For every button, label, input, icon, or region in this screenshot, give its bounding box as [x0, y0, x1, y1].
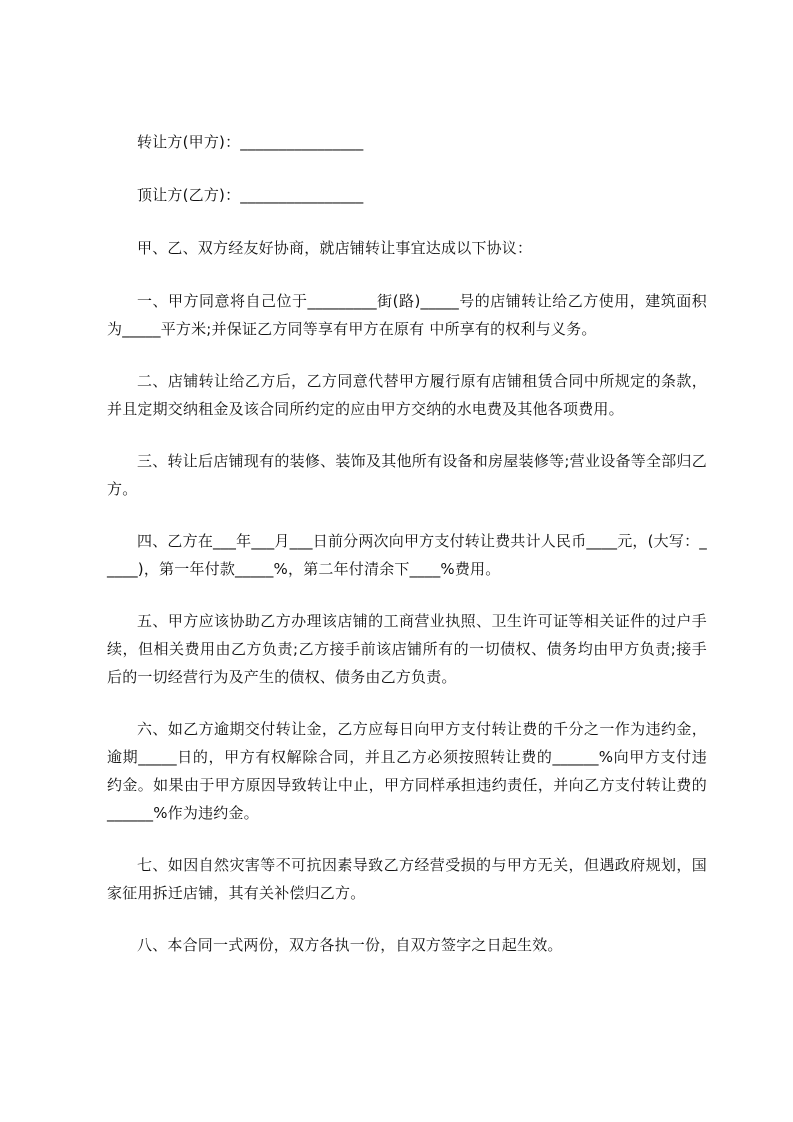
clause-2: 二、店铺转让给乙方后，乙方同意代替甲方履行原有店铺租赁合同中所规定的条款，并且定期交纳租金及该合同所约定的应由甲方交纳的水电费及其他各项费用。	[107, 372, 707, 418]
clause-1: 一、甲方同意将自己位于_________街(路)_____号的店铺转让给乙方使用，建筑面积为_____平方米;并保证乙方同等享有甲方在原有 中所享有的权利与义务。	[107, 292, 707, 338]
clause-6: 六、如乙方逾期交付转让金，乙方应每日向甲方支付转让费的千分之一作为违约金，逾期_____日的，甲方有权解除合同，并且乙方必须按照转让费的______%向甲方支付违约金。如果由于甲方原因导致转让中止，甲方同样承担违约责任，并向乙方支付转让费的______%作为违约金。	[107, 720, 707, 822]
agreement-intro: 甲、乙、双方经友好协商，就店铺转让事宜达成以下协议：	[137, 239, 533, 257]
transferee-line: 顶让方(乙方)：________________	[137, 186, 364, 204]
clause-3: 三、转让后店铺现有的装修、装饰及其他所有设备和房屋装修等;营业设备等全部归乙方。	[107, 452, 707, 498]
document-body	[107, 128, 707, 959]
clause-4: 四、乙方在___年___月___日前分两次向甲方支付转让费共计人民币____元，(大写：_____)，第一年付款_____%，第二年付清余下____%费用。	[107, 532, 707, 578]
clause-7: 七、如因自然灾害等不可抗因素导致乙方经营受损的与甲方无关，但遇政府规划，国家征用拆迁店铺，其有关补偿归乙方。	[107, 856, 707, 902]
transferor-line: 转让方(甲方)：________________	[137, 133, 364, 151]
clause-5: 五、甲方应该协助乙方办理该店铺的工商营业执照、卫生许可证等相关证件的过户手续，但相关费用由乙方负责;乙方接手前该店铺所有的一切债权、债务均由甲方负责;接手后的一切经营行为及产生的债权、债务由乙方负责。	[107, 612, 707, 686]
clause-8: 八、本合同一式两份，双方各执一份，自双方签字之日起生效。	[137, 936, 563, 954]
